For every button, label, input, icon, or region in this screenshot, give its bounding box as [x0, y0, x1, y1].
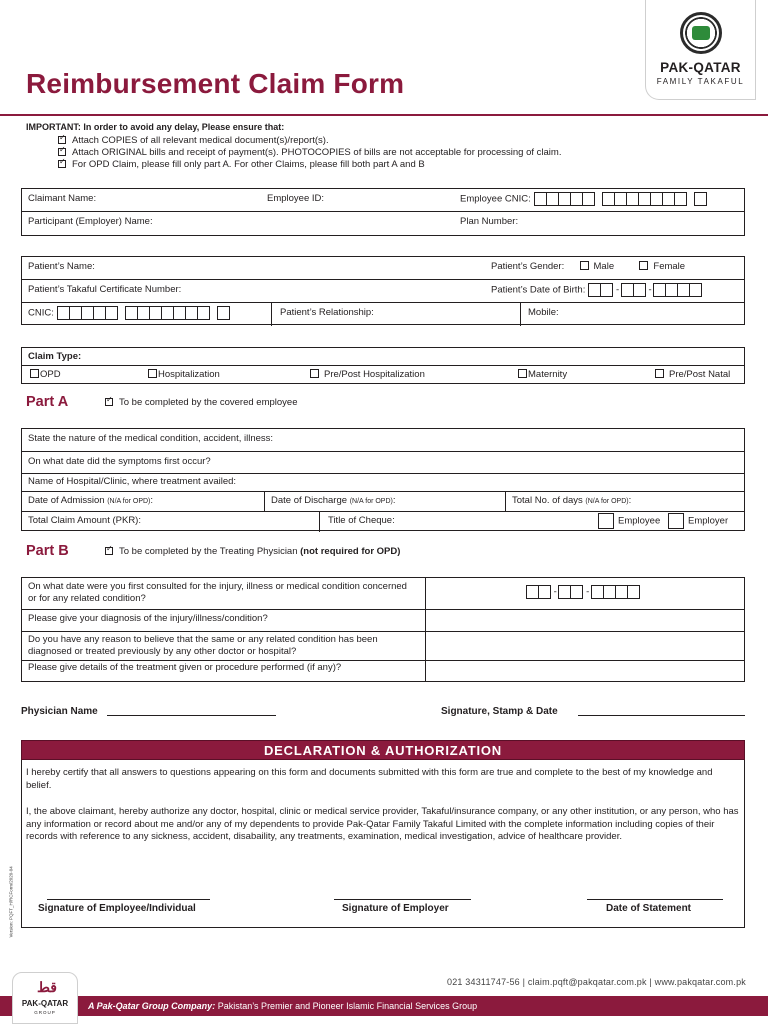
claim-amount-field[interactable]: Total Claim Amount (PKR):	[28, 515, 141, 526]
physician-signature-label: Signature, Stamp & Date	[441, 706, 558, 717]
checked-box-icon	[105, 547, 113, 555]
cnic-boxes[interactable]	[535, 192, 707, 206]
first-consult-date-field[interactable]: - -	[517, 578, 646, 609]
part-b-note: ✓ To be completed by the Treating Physician (not required for OPD)	[105, 546, 400, 557]
version-text: Version: PQFT_H/RCForm/2020-04	[8, 866, 14, 938]
claim-option-pre-post-hospitalization[interactable]: Pre/Post Hospitalization	[304, 366, 431, 385]
prior-treatment-answer-field[interactable]	[426, 632, 744, 660]
checked-box-icon	[58, 148, 66, 156]
patient-cnic-field[interactable]: CNIC:	[22, 303, 236, 326]
treatment-details-answer-field[interactable]	[426, 661, 744, 683]
patient-section	[21, 256, 745, 325]
total-days-field[interactable]: Total No. of days (N/A for OPD):	[512, 495, 632, 506]
medical-condition-field[interactable]: State the nature of the medical condition, accident, illness:	[28, 433, 274, 444]
claimant-name-field[interactable]: Claimant Name:	[28, 193, 97, 204]
claim-type-label: Claim Type:	[28, 351, 82, 362]
hospital-name-field[interactable]: Name of Hospital/Clinic, where treatment availed:	[28, 476, 237, 487]
employer-signature-line[interactable]	[334, 899, 471, 900]
declaration-title: DECLARATION & AUTHORIZATION	[21, 740, 745, 760]
physician-name-label: Physician Name	[21, 706, 98, 717]
group-logo-name: PAK-QATAR	[21, 999, 69, 1008]
cheque-employer-option[interactable]: Employer	[662, 512, 734, 532]
date-statement-line[interactable]	[587, 899, 723, 900]
company-logo	[645, 0, 756, 100]
part-b-title: Part B	[26, 543, 69, 559]
cheque-employee-option[interactable]: Employee	[592, 512, 666, 532]
important-item: ✓Attach COPIES of all relevant medical document(s)/report(s).	[58, 135, 329, 146]
physician-signature-line[interactable]	[578, 706, 745, 716]
important-title: IMPORTANT: In order to avoid any delay, Please ensure that:	[26, 122, 285, 132]
diagnosis-answer-field[interactable]	[426, 610, 744, 631]
female-checkbox[interactable]	[639, 261, 648, 270]
employee-cnic-field[interactable]: Employee CNIC:	[454, 189, 713, 211]
claim-type-section	[21, 347, 745, 384]
admission-date-field[interactable]: Date of Admission (N/A for OPD):	[28, 495, 154, 506]
employee-id-field[interactable]: Employee ID:	[267, 193, 325, 204]
part-a-note: ✓ To be completed by the covered employee	[105, 397, 298, 408]
group-mark-icon: ﻗﻂ	[37, 979, 57, 995]
first-consult-question: On what date were you first consulted for the injury, illness or medical condition concerned or for any related condition?	[28, 581, 407, 604]
employee-signature-label: Signature of Employee/Individual	[38, 903, 196, 914]
part-a-title: Part A	[26, 394, 69, 410]
declaration-paragraph-1: I hereby certify that all answers to questions appearing on this form and documents submitted with this form are true and complete to the best of my knowledge and belief.	[26, 767, 713, 791]
employer-signature-label: Signature of Employer	[342, 903, 449, 914]
prior-treatment-question: Do you have any reason to believe that the same or any related condition has been diagnosed or treated previously by any other doctor or hospital?	[28, 634, 378, 657]
checkbox-icon[interactable]	[518, 369, 527, 378]
group-logo-sub: GROUP	[34, 1010, 56, 1015]
claimant-section	[21, 188, 745, 236]
seal-icon	[680, 12, 722, 54]
part-b-section	[21, 577, 745, 682]
checked-box-icon	[58, 160, 66, 168]
checkbox-icon[interactable]	[598, 513, 614, 529]
contact-info: 021 34311747-56 | claim.pqft@pakqatar.com.pk | www.pakqatar.com.pk	[446, 977, 746, 987]
claim-option-opd[interactable]: OPD	[24, 366, 67, 385]
checkbox-icon[interactable]	[310, 369, 319, 378]
diagnosis-question: Please give your diagnosis of the injury/illness/condition?	[28, 613, 268, 624]
footer-text: A Pak-Qatar Group Company: Pakistan’s Premier and Pioneer Islamic Financial Services Group	[88, 1001, 478, 1011]
treatment-details-question: Please give details of the treatment given or procedure performed (if any)?	[28, 662, 342, 673]
checkbox-icon[interactable]	[655, 369, 664, 378]
logo-subtitle: FAMILY TAKAFUL	[656, 77, 745, 86]
form-title: Reimbursement Claim Form	[26, 68, 405, 99]
group-logo	[12, 972, 78, 1024]
mobile-field[interactable]: Mobile:	[528, 307, 559, 318]
checked-box-icon	[58, 136, 66, 144]
checkbox-icon[interactable]	[148, 369, 157, 378]
important-item: ✓For OPD Claim, please fill only part A. For other Claims, please fill both part A and B	[58, 159, 425, 170]
claim-option-hospitalization[interactable]: Hospitalization	[142, 366, 226, 385]
patient-relationship-field[interactable]: Patient’s Relationship:	[280, 307, 374, 318]
symptoms-date-field[interactable]: On what date did the symptoms first occur?	[28, 456, 211, 467]
part-a-section	[21, 428, 745, 531]
date-statement-label: Date of Statement	[606, 903, 692, 914]
header-rule	[0, 114, 768, 116]
claim-option-pre-post-natal[interactable]: Pre/Post Natal	[649, 366, 736, 385]
male-checkbox[interactable]	[580, 261, 589, 270]
claim-option-maternity[interactable]: Maternity	[512, 366, 573, 385]
checked-box-icon	[105, 398, 113, 406]
physician-name-line[interactable]	[107, 706, 276, 716]
declaration-section	[21, 760, 745, 928]
plan-number-field[interactable]: Plan Number:	[460, 216, 519, 227]
cheque-title-field[interactable]: Title of Cheque:	[328, 515, 395, 526]
employer-name-field[interactable]: Participant (Employer) Name:	[28, 216, 153, 227]
important-item: ✓Attach ORIGINAL bills and receipt of payment(s). PHOTOCOPIES of bills are not acceptable for processing of claim.	[58, 147, 561, 158]
checkbox-icon[interactable]	[668, 513, 684, 529]
checkbox-icon[interactable]	[30, 369, 39, 378]
patient-name-field[interactable]: Patient’s Name:	[28, 261, 95, 272]
declaration-paragraph-2: I, the above claimant, hereby authorize any doctor, hospital, clinic or medical service provider, Takaful/insurance company, or any other institution, or any person, who has any information or record about me and/or any of my dependents to provide Pak-Qatar Family Takaful Limited with the complete information including copies of their records with reference to any sickness, accident, disabaility, any treatments, examination, medical investigation, advice of healthcare provider.	[26, 806, 739, 842]
certificate-number-field[interactable]: Patient’s Takaful Certificate Number:	[28, 284, 182, 295]
discharge-date-field[interactable]: Date of Discharge (N/A for OPD):	[271, 495, 396, 506]
patient-dob-field[interactable]: Patient’s Date of Birth: - -	[485, 280, 708, 302]
employee-signature-line[interactable]	[47, 899, 210, 900]
logo-name: PAK-QATAR	[660, 60, 741, 75]
patient-gender-field: Patient’s Gender: Male Female	[491, 261, 686, 272]
